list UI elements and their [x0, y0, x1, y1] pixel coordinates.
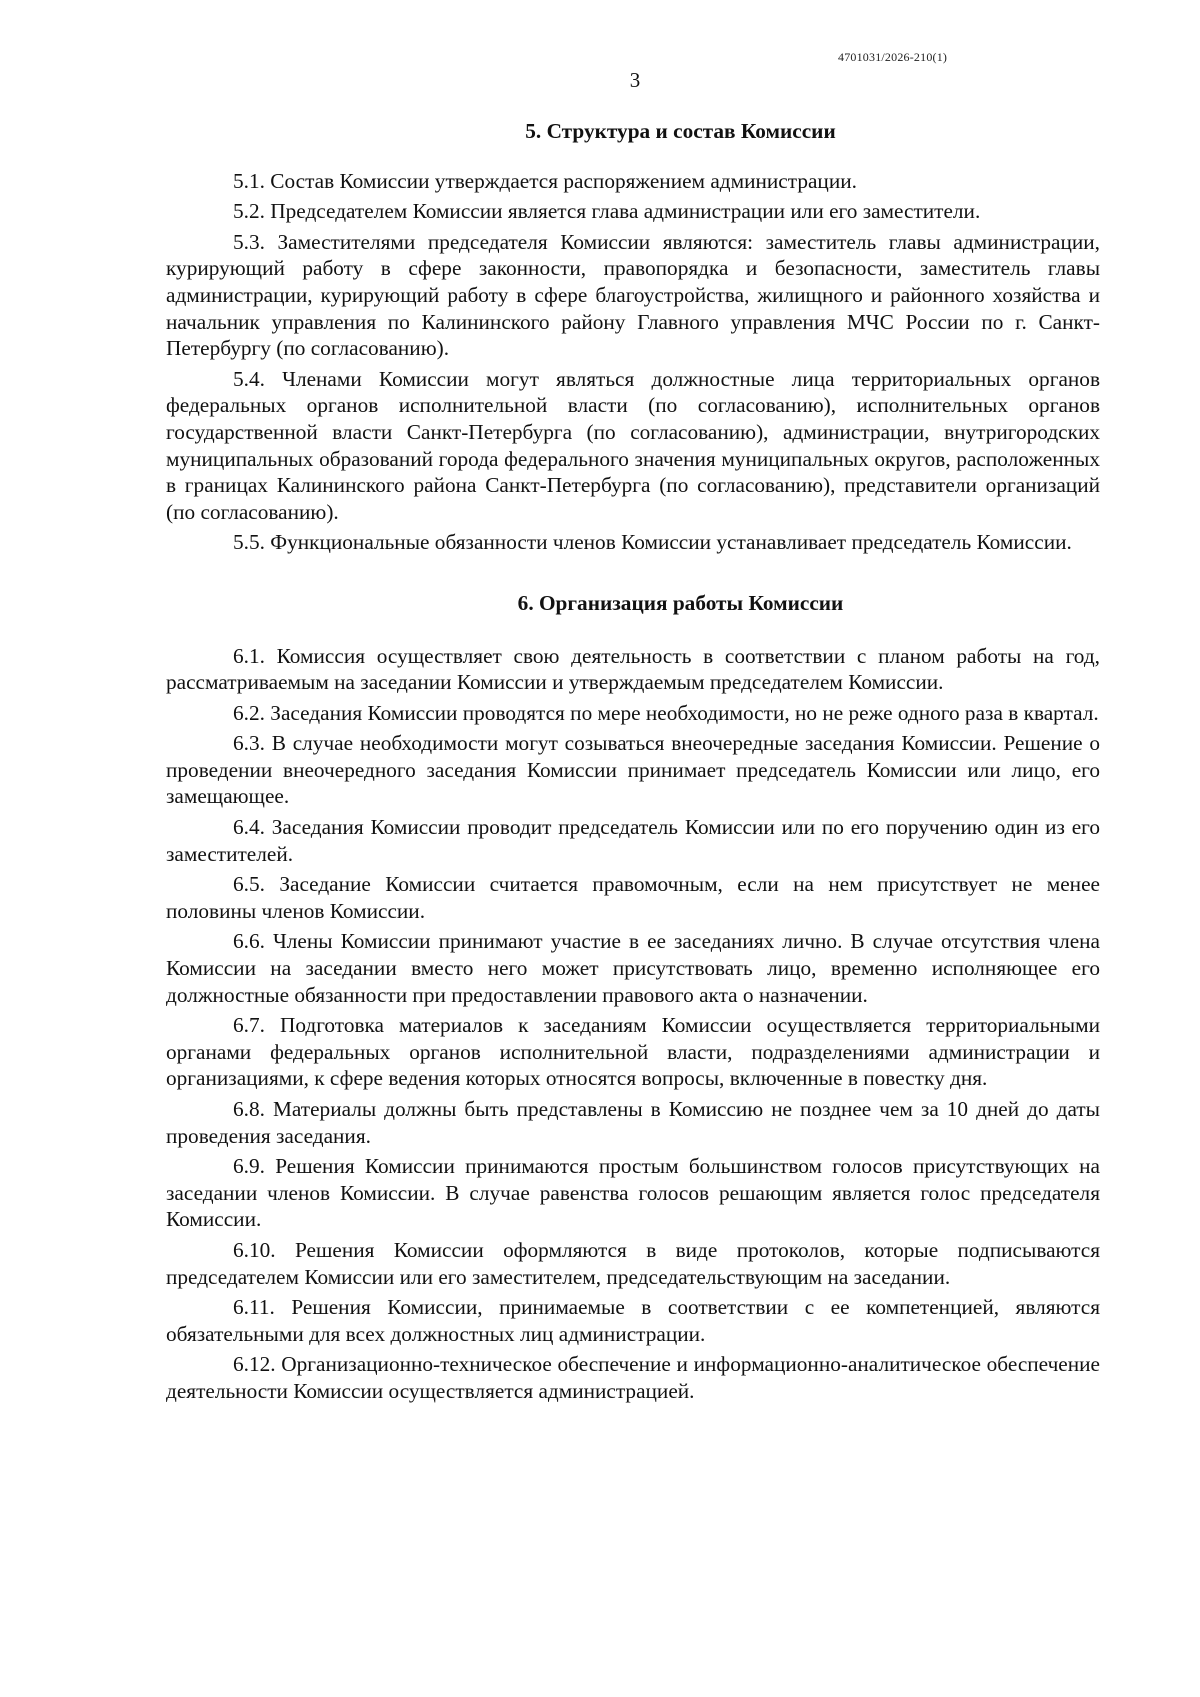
paragraph-6-6: 6.6. Члены Комиссии принимают участие в ее заседаниях лично. В случае отсутствия члена Комиссии на заседании вместо него может присутствовать лицо, временно исполняющее его должностные обязанности при предоставлении правового акта о назначении.	[166, 929, 1100, 1007]
paragraph-5-2: 5.2. Председателем Комиссии является глава администрации или его заместители.	[233, 199, 981, 224]
section-6-title: 6. Организация работы Комиссии	[517, 590, 844, 615]
paragraph-6-9: 6.9. Решения Комиссии принимаются простым большинством голосов присутствующих на заседании членов Комиссии. В случае равенства голосов решающим является голос председателя Комиссии.	[166, 1154, 1100, 1232]
paragraph-5-1: 5.1. Состав Комиссии утверждается распоряжением администрации.	[233, 168, 857, 193]
paragraph-6-7: 6.7. Подготовка материалов к заседаниям Комиссии осуществляется территориальными органами федеральных органов исполнительной власти, подразделениями администрации и организациями, к сфере ведения которых относятся вопросы, включенные в повестку дня.	[166, 1013, 1100, 1091]
paragraph-6-10: 6.10. Решения Комиссии оформляются в виде протоколов, которые подписываются председателем Комиссии или его заместителем, председательствующим на заседании.	[166, 1237, 1100, 1289]
paragraph-6-12: 6.12. Организационно-техническое обеспечение и информационно-аналитическое обеспечение деятельности Комиссии осуществляется администрацией.	[166, 1352, 1100, 1403]
paragraph-6-5: 6.5. Заседание Комиссии считается правомочным, если на нем присутствует не менее половины членов Комиссии.	[166, 872, 1100, 923]
paragraph-5-3: 5.3. Заместителями председателя Комиссии являются: заместитель главы администрации, курирующий работу в сфере законности, правопорядка и безопасности, заместитель главы администрации, курирующий работу в сфере благоустройства, жилищного и районного хозяйства и начальник управления по Калининского району Главного управления МЧС России по г. Санкт-Петербургу (по согласованию).	[166, 229, 1100, 361]
paragraph-6-11: 6.11. Решения Комиссии, принимаемые в соответствии с ее компетенцией, являются обязательными для всех должностных лиц администрации.	[166, 1295, 1100, 1346]
paragraph-6-1: 6.1. Комиссия осуществляет свою деятельность в соответствии с планом работы на год, рассматриваемым на заседании Комиссии и утверждаемым председателем Комиссии.	[166, 643, 1100, 695]
paragraph-5-4: 5.4. Членами Комиссии могут являться должностные лица территориальных органов федеральных органов исполнительной власти (по согласованию), исполнительных органов государственной власти Санкт-Петербурга (по согласованию), администрации, внутригородских муниципальных образований города федерального значения муниципальных округов, расположенных в границах Калининского района Санкт-Петербурга (по согласованию), представители организаций (по согласованию).	[166, 366, 1100, 524]
paragraph-6-4: 6.4. Заседания Комиссии проводит председатель Комиссии или по его поручению один из его заместителей.	[166, 815, 1100, 866]
page-number: 3	[629, 68, 641, 92]
paragraph-6-2: 6.2. Заседания Комиссии проводятся по мере необходимости, но не реже одного раза в квартал.	[233, 700, 1099, 725]
paragraph-6-8: 6.8. Материалы должны быть представлены в Комиссию не позднее чем за 10 дней до даты проведения заседания.	[166, 1097, 1100, 1148]
paragraph-5-5: 5.5. Функциональные обязанности членов Комиссии устанавливает председатель Комиссии.	[233, 530, 1072, 555]
document-body	[166, 118, 1100, 1409]
paragraph-6-3: 6.3. В случае необходимости могут созываться внеочередные заседания Комиссии. Решение о проведении внеочередного заседания Комиссии принимает председатель Комиссии или лицо, его замещающее.	[166, 731, 1100, 809]
document-number: 4701031/2026-210(1)	[838, 50, 948, 64]
section-5-title: 5. Структура и состав Комиссии	[525, 119, 836, 143]
